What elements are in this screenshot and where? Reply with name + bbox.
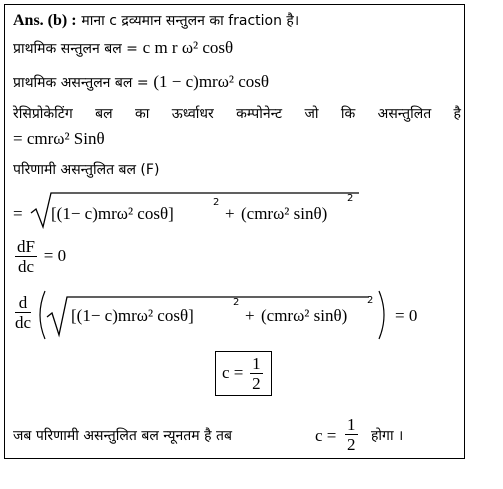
result-box-row: [215, 351, 272, 396]
result-fraction: [250, 354, 263, 393]
term-two: (cmrω² sinθ): [241, 204, 328, 223]
unbalanced-vertical-formula: = cmrω² Sinθ: [13, 129, 105, 148]
term-one: [(1− c)mrω² cosθ]: [51, 204, 174, 223]
answer-heading-line: [13, 11, 299, 30]
derivative-fraction: [15, 237, 37, 276]
derivative-numerator: dF: [17, 237, 35, 256]
result-numerator: 1: [252, 354, 261, 373]
d-by-dc-fraction: [15, 293, 31, 332]
conclusion-tail: होगा ।: [371, 428, 404, 444]
conclusion-numerator: 1: [347, 415, 356, 434]
derivative-equation: [13, 237, 66, 281]
answer-box: Ans. (b) : माना c द्रव्यमान सन्तुलन का fraction है। प्राथमिक सन्तुलन बल = c m r ω² cosθ प्राथमिक असन्तुलन बल = (1 − c)mrω² cosθ रेसिप्रोकेटिंग बल का ऊर्ध्वाधर कम्पोनेन्ट जो कि असन्तुलित है = cmrω² Sinθ परिणामी असन्तुलित बल (F) = [(1− c)mrω² cosθ] 2 + (cmrω² sinθ) 2 $\frac{dF}{dc}$ = 0 $\frac{d}{dc}$ [(1− c)mrω² cosθ] 2 + (cmrω² sinθ) 2 = 0 c = $\frac{1}{2}$ जब परिणामी असन्तुलित बल न्यूनतम है तब c = $\frac{1}{2}$ होगा ।: [4, 4, 465, 459]
result-box: [215, 351, 272, 396]
dc-denominator: dc: [15, 313, 32, 332]
derivative-denominator: dc: [17, 257, 34, 276]
primary-unbalance-line: [13, 73, 269, 92]
primary-balance-formula: c m r ω² cosθ: [142, 38, 234, 57]
expansion-term-one: [(1− c)mrω² cosθ]: [71, 306, 194, 325]
primary-balance-label: प्राथमिक सन्तुलन बल =: [13, 41, 138, 57]
result-denominator: 2: [252, 374, 261, 393]
resultant-force-label: परिणामी असन्तुलित बल (F): [13, 162, 160, 178]
conclusion-fraction: [345, 415, 358, 454]
d-numerator: d: [15, 293, 31, 313]
primary-unbalance-formula: (1 − c)mrω² cosθ: [153, 72, 270, 91]
expansion-term-two: (cmrω² sinθ): [261, 306, 348, 325]
conclusion-denominator: 2: [347, 435, 356, 454]
result-c-label: c =: [222, 363, 244, 382]
conclusion-text: जब परिणामी असन्तुलित बल न्यूनतम है तब: [13, 428, 232, 444]
reciprocating-component-line: रेसिप्रोकेटिंग बल का ऊर्ध्वाधर कम्पोनेन्ट जो कि असन्तुलित है: [13, 106, 461, 122]
primary-balance-line: [13, 39, 233, 58]
expansion-plus-sign: +: [245, 306, 255, 325]
answer-intro: माना c द्रव्यमान सन्तुलन का fraction है।: [81, 13, 300, 29]
conclusion-c-label: c =: [315, 426, 337, 445]
equals-sign: =: [13, 204, 23, 223]
primary-unbalance-label: प्राथमिक असन्तुलन बल =: [13, 75, 149, 91]
expansion-equals-zero: = 0: [395, 306, 418, 325]
plus-sign: +: [225, 204, 235, 223]
answer-label: Ans. (b) :: [13, 12, 77, 29]
derivative-equals-zero: = 0: [43, 246, 67, 265]
